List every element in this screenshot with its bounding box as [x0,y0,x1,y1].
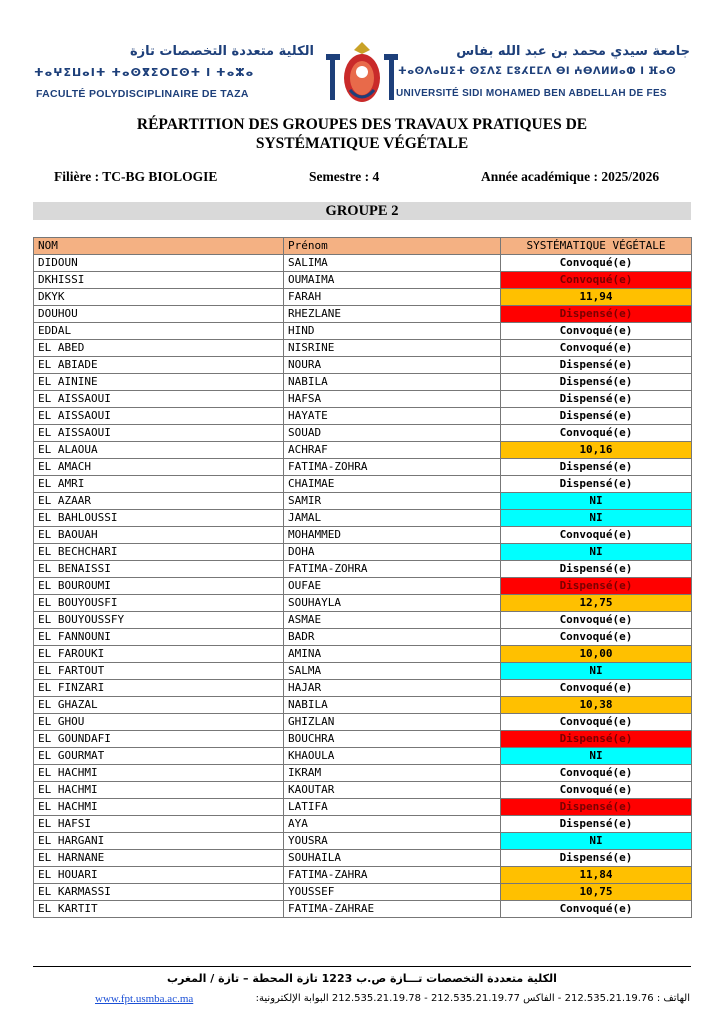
filiere-label: Filière : TC-BG BIOLOGIE [54,169,218,184]
col-header-prenom: Prénom [284,238,501,255]
cell-prenom: FARAH [284,289,501,306]
table-row [34,595,692,612]
cell-nom: EL BAOUAH [34,527,284,544]
cell-nom: EL HOUARI [34,867,284,884]
cell-status: Dispensé(e) [501,408,692,425]
cell-nom: EL BENAISSI [34,561,284,578]
group-title: GROUPE 2 [33,202,691,220]
cell-prenom: SOUAD [284,425,501,442]
students-table [33,237,692,918]
cell-status: 11,94 [501,289,692,306]
cell-status: Dispensé(e) [501,578,692,595]
cell-nom: DOUHOU [34,306,284,323]
cell-nom: EL ABED [34,340,284,357]
table-row [34,748,692,765]
table-row [34,629,692,646]
table-row [34,510,692,527]
cell-nom: EL AISSAOUI [34,408,284,425]
cell-prenom: SOUHAILA [284,850,501,867]
cell-prenom: NOURA [284,357,501,374]
cell-prenom: FATIMA-ZOHRA [284,561,501,578]
table-row [34,816,692,833]
cell-status: Convoqué(e) [501,680,692,697]
cell-status: 11,84 [501,867,692,884]
cell-status: Convoqué(e) [501,272,692,289]
cell-status: Dispensé(e) [501,306,692,323]
cell-status: NI [501,748,692,765]
footer-website [95,993,193,1005]
table-row [34,306,692,323]
table-row [34,391,692,408]
cell-nom: EL FARTOUT [34,663,284,680]
university-emblem-icon [324,40,400,106]
table-row [34,374,692,391]
cell-status: 10,38 [501,697,692,714]
table-row [34,476,692,493]
cell-status: Convoqué(e) [501,765,692,782]
cell-prenom: NABILA [284,697,501,714]
cell-nom: DIDOUN [34,255,284,272]
cell-status: NI [501,663,692,680]
cell-prenom: HAFSA [284,391,501,408]
cell-nom: DKYK [34,289,284,306]
cell-prenom: JAMAL [284,510,501,527]
footer-address: الكلية متعددة التخصصات تـــازة ص.ب 1223 تازة المحطة – تازة / المغرب [167,972,557,985]
table-row [34,442,692,459]
cell-status: 10,00 [501,646,692,663]
table-body [34,255,692,918]
table-row [34,612,692,629]
cell-prenom: SALIMA [284,255,501,272]
cell-status: 12,75 [501,595,692,612]
cell-prenom: FATIMA-ZOHRA [284,459,501,476]
cell-nom: EL HARGANI [34,833,284,850]
table-header-row [34,238,692,255]
cell-status: Convoqué(e) [501,323,692,340]
table-row [34,901,692,918]
cell-status: Dispensé(e) [501,476,692,493]
cell-status: Convoqué(e) [501,629,692,646]
cell-status: Convoqué(e) [501,340,692,357]
annee-label: Année académique : 2025/2026 [481,169,660,184]
cell-nom: EL HACHMI [34,782,284,799]
cell-status: Convoqué(e) [501,425,692,442]
cell-nom: EL GOUNDAFI [34,731,284,748]
document-title [0,115,724,153]
table-row [34,561,692,578]
faculty-arabic-name: الكلية متعددة التخصصات تازة [129,44,314,59]
table-row [34,646,692,663]
cell-nom: EL BOUYOUSSFY [34,612,284,629]
table-row [34,782,692,799]
cell-nom: EL ALAOUA [34,442,284,459]
table-row [34,493,692,510]
website-link[interactable]: www.fpt.usmba.ac.ma [95,993,194,1005]
cell-status: NI [501,510,692,527]
cell-status: Dispensé(e) [501,561,692,578]
cell-prenom: IKRAM [284,765,501,782]
table-row [34,289,692,306]
cell-nom: EDDAL [34,323,284,340]
cell-prenom: GHIZLAN [284,714,501,731]
cell-nom: EL AININE [34,374,284,391]
title-line-1: RÉPARTITION DES GROUPES DES TRAVAUX PRATIQUES DE [136,116,588,133]
cell-status: Convoqué(e) [501,527,692,544]
table-row [34,578,692,595]
footer-divider [33,966,691,967]
cell-status: Convoqué(e) [501,255,692,272]
table-row [34,323,692,340]
cell-status: Dispensé(e) [501,816,692,833]
cell-status: Dispensé(e) [501,374,692,391]
cell-prenom: SALMA [284,663,501,680]
cell-nom: EL GHAZAL [34,697,284,714]
table-row [34,714,692,731]
cell-status: Dispensé(e) [501,357,692,374]
table-row [34,527,692,544]
cell-nom: EL GOURMAT [34,748,284,765]
table-row [34,663,692,680]
cell-prenom: AYA [284,816,501,833]
cell-nom: EL KARMASSI [34,884,284,901]
table-row [34,680,692,697]
cell-prenom: NISRINE [284,340,501,357]
table-row [34,850,692,867]
cell-prenom: YOUSSEF [284,884,501,901]
cell-nom: EL AISSAOUI [34,391,284,408]
university-tifinagh-name: ⵜⴰⵙⴷⴰⵡⵉⵜ ⵙⵉⴷⵉ ⵎⵓⵃⵎⵎⴷ ⴱⵏ ⵄⴱⴷⵍⵍⴰⵀ ⵏ ⴼⴰⵙ [398,66,677,77]
cell-status: NI [501,544,692,561]
cell-status: Dispensé(e) [501,731,692,748]
cell-status: Convoqué(e) [501,901,692,918]
cell-prenom: SAMIR [284,493,501,510]
cell-nom: EL HACHMI [34,765,284,782]
cell-prenom: KAOUTAR [284,782,501,799]
cell-prenom: LATIFA [284,799,501,816]
cell-prenom: CHAIMAE [284,476,501,493]
col-header-status: SYSTÉMATIQUE VÉGÉTALE [501,238,692,255]
cell-nom: DKHISSI [34,272,284,289]
cell-nom: EL HARNANE [34,850,284,867]
cell-status: Convoqué(e) [501,782,692,799]
cell-status: Dispensé(e) [501,459,692,476]
cell-status: Convoqué(e) [501,612,692,629]
cell-nom: EL AISSAOUI [34,425,284,442]
cell-prenom: RHEZLANE [284,306,501,323]
cell-prenom: BADR [284,629,501,646]
cell-nom: EL KARTIT [34,901,284,918]
university-arabic-name: جامعة سيدي محمد بن عبد الله بفاس [456,44,690,59]
cell-prenom: ACHRAF [284,442,501,459]
table-row [34,833,692,850]
table-row [34,697,692,714]
footer-contacts: الهاتف : 212.535.21.19.76 - الفاكس 212.535.21.19.77 - 212.535.21.19.78 البوابة الإلكترونية: [255,993,690,1004]
cell-status: Convoqué(e) [501,714,692,731]
cell-nom: EL BECHCHARI [34,544,284,561]
cell-status: Dispensé(e) [501,850,692,867]
cell-nom: EL AZAAR [34,493,284,510]
cell-nom: EL AMRI [34,476,284,493]
cell-prenom: FATIMA-ZAHRA [284,867,501,884]
cell-nom: EL AMACH [34,459,284,476]
title-line-2: SYSTÉMATIQUE VÉGÉTALE [255,135,469,152]
table-row [34,459,692,476]
col-header-nom: NOM [34,238,284,255]
semestre-label: Semestre : 4 [309,169,380,184]
cell-status: 10,16 [501,442,692,459]
cell-nom: EL HACHMI [34,799,284,816]
cell-nom: EL GHOU [34,714,284,731]
cell-nom: EL BOUYOUSFI [34,595,284,612]
table-row [34,867,692,884]
cell-nom: EL BAHLOUSSI [34,510,284,527]
cell-prenom: BOUCHRA [284,731,501,748]
cell-prenom: ASMAE [284,612,501,629]
table-row [34,765,692,782]
cell-nom: EL BOUROUMI [34,578,284,595]
table-row [34,255,692,272]
cell-status: 10,75 [501,884,692,901]
table-row [34,357,692,374]
table-row [34,408,692,425]
cell-status: NI [501,493,692,510]
cell-nom: EL FANNOUNI [34,629,284,646]
cell-prenom: MOHAMMED [284,527,501,544]
faculty-french-name: FACULTÉ POLYDISCIPLINAIRE DE TAZA [36,88,249,100]
cell-prenom: SOUHAYLA [284,595,501,612]
table-row [34,884,692,901]
cell-prenom: FATIMA-ZAHRAE [284,901,501,918]
cell-status: NI [501,833,692,850]
cell-nom: EL FAROUKI [34,646,284,663]
faculty-tifinagh-name: ⵜⴰⵖⵉⵡⴰⵏⵜ ⵜⴰⵙⴳⵉⵔⵎⵙⵜ ⵏ ⵜⴰⵣⴰ [34,66,255,79]
cell-prenom: OUMAIMA [284,272,501,289]
letterhead [0,0,724,110]
cell-status: Dispensé(e) [501,799,692,816]
cell-prenom: OUFAE [284,578,501,595]
table-row [34,272,692,289]
cell-prenom: HAYATE [284,408,501,425]
cell-nom: EL ABIADE [34,357,284,374]
cell-nom: EL HAFSI [34,816,284,833]
cell-prenom: YOUSRA [284,833,501,850]
cell-prenom: AMINA [284,646,501,663]
table-row [34,425,692,442]
table-row [34,340,692,357]
cell-prenom: KHAOULA [284,748,501,765]
cell-prenom: HAJAR [284,680,501,697]
cell-prenom: DOHA [284,544,501,561]
table-row [34,799,692,816]
cell-status: Dispensé(e) [501,391,692,408]
university-french-name: UNIVERSITÉ SIDI MOHAMED BEN ABDELLAH DE FES [396,88,667,99]
cell-prenom: NABILA [284,374,501,391]
cell-prenom: HIND [284,323,501,340]
table-row [34,731,692,748]
table-row [34,544,692,561]
cell-nom: EL FINZARI [34,680,284,697]
